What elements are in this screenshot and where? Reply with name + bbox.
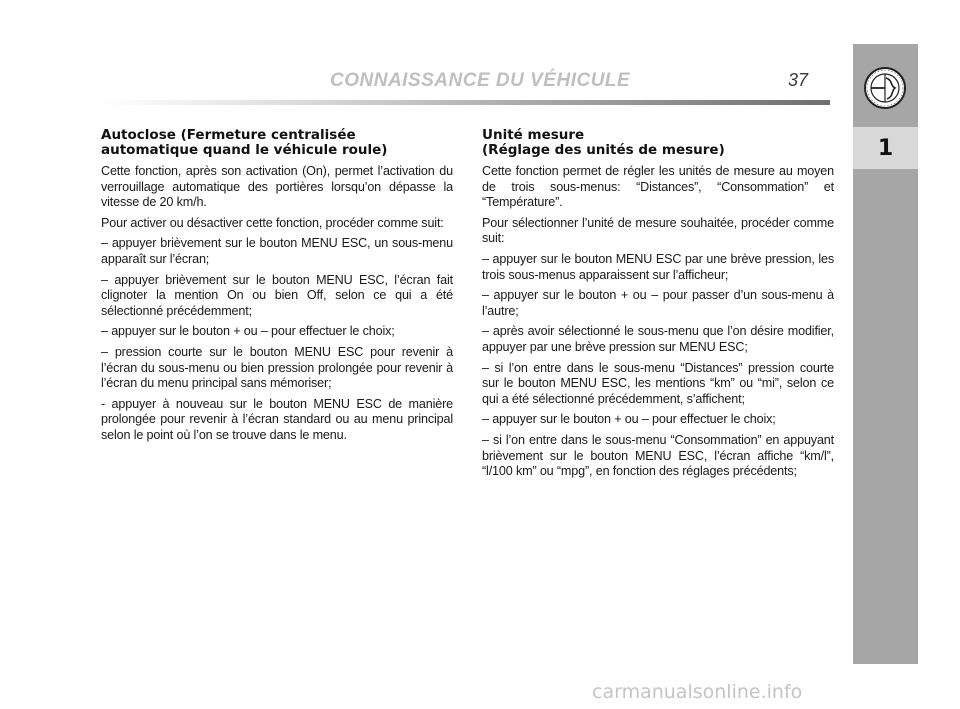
paragraph: Cette fonction, après son activation (On), permet l’activation du verrouillage automatique des portières lorsqu’on dépasse la vitesse de 20 km/h. <box>101 164 453 210</box>
paragraph: Cette fonction permet de régler les unités de mesure au moyen de trois sous-menus: “Distances”, “Consommation” et “Température”. <box>482 164 834 210</box>
paragraph: – après avoir sélectionné le sous-menu que l’on désire modifier, appuyer par une brève pression sur MENU ESC; <box>482 324 834 354</box>
paragraph: – appuyer brièvement sur le bouton MENU ESC, un sous-menu apparaît sur l’écran; <box>101 236 453 266</box>
autoclose-heading <box>101 128 453 158</box>
chapter-number: 1 <box>877 135 894 161</box>
paragraph: Pour activer ou désactiver cette fonction, procéder comme suit: <box>101 215 444 230</box>
paragraph: – appuyer sur le bouton + ou – pour effectuer le choix; <box>101 324 395 339</box>
paragraph: – appuyer sur le bouton + ou – pour passer d’un sous-menu à l’autre; <box>482 288 834 318</box>
paragraph: – appuyer brièvement sur le bouton MENU ESC, l’écran fait clignoter la mention On ou bien Off, selon ce qui a été sélectionné précédemment; <box>101 272 453 318</box>
right-column <box>482 128 834 485</box>
unit-heading-line2: (Réglage des unités de mesure) <box>482 142 725 158</box>
left-column <box>101 128 453 449</box>
paragraph: Pour sélectionner l’unité de mesure souhaitée, procéder comme suit: <box>482 215 834 246</box>
watermark: carmanualsonline.info <box>592 681 803 703</box>
autoclose-heading-line2: automatique quand le véhicule roule) <box>101 142 388 158</box>
paragraph: – si l’on entre dans le sous-menu “Distances” pression courte sur le bouton MENU ESC, les mentions “km” ou “mi”, selon ce qui a été sélectionné précédemment, s’affichent; <box>482 360 834 406</box>
paragraph: – appuyer sur le bouton MENU ESC par une brève pression, les trois sous-menus apparaissent sur l’afficheur; <box>482 251 834 282</box>
paragraph: – si l’on entre dans le sous-menu “Consommation” en appuyant brièvement sur le bouton MENU ESC, l’écran affiche “km/l”, “l/100 km” ou “mpg”, en fonction des réglages précédents; <box>482 432 834 479</box>
unit-heading <box>482 128 834 158</box>
header-title: CONNAISSANCE DU VÉHICULE <box>330 70 631 91</box>
paragraph: - appuyer à nouveau sur le bouton MENU ESC de manière prolongée pour revenir à l’écran standard ou au menu principal selon le point où l’on se trouve dans le menu. <box>101 396 453 442</box>
alfa-romeo-logo-icon <box>863 66 907 110</box>
autoclose-heading-line1: Autoclose (Fermeture centralisée <box>101 127 356 143</box>
page-number: 37 <box>788 70 809 90</box>
header-rule <box>100 100 830 105</box>
unit-heading-line1: Unité mesure <box>482 127 585 143</box>
paragraph: – appuyer sur le bouton + ou – pour effectuer le choix; <box>482 412 776 427</box>
paragraph: – pression courte sur le bouton MENU ESC pour revenir à l’écran du sous-menu ou bien pression prolongée pour revenir à l’écran du menu principal sans mémoriser; <box>101 344 453 391</box>
chapter-tab <box>853 127 918 169</box>
